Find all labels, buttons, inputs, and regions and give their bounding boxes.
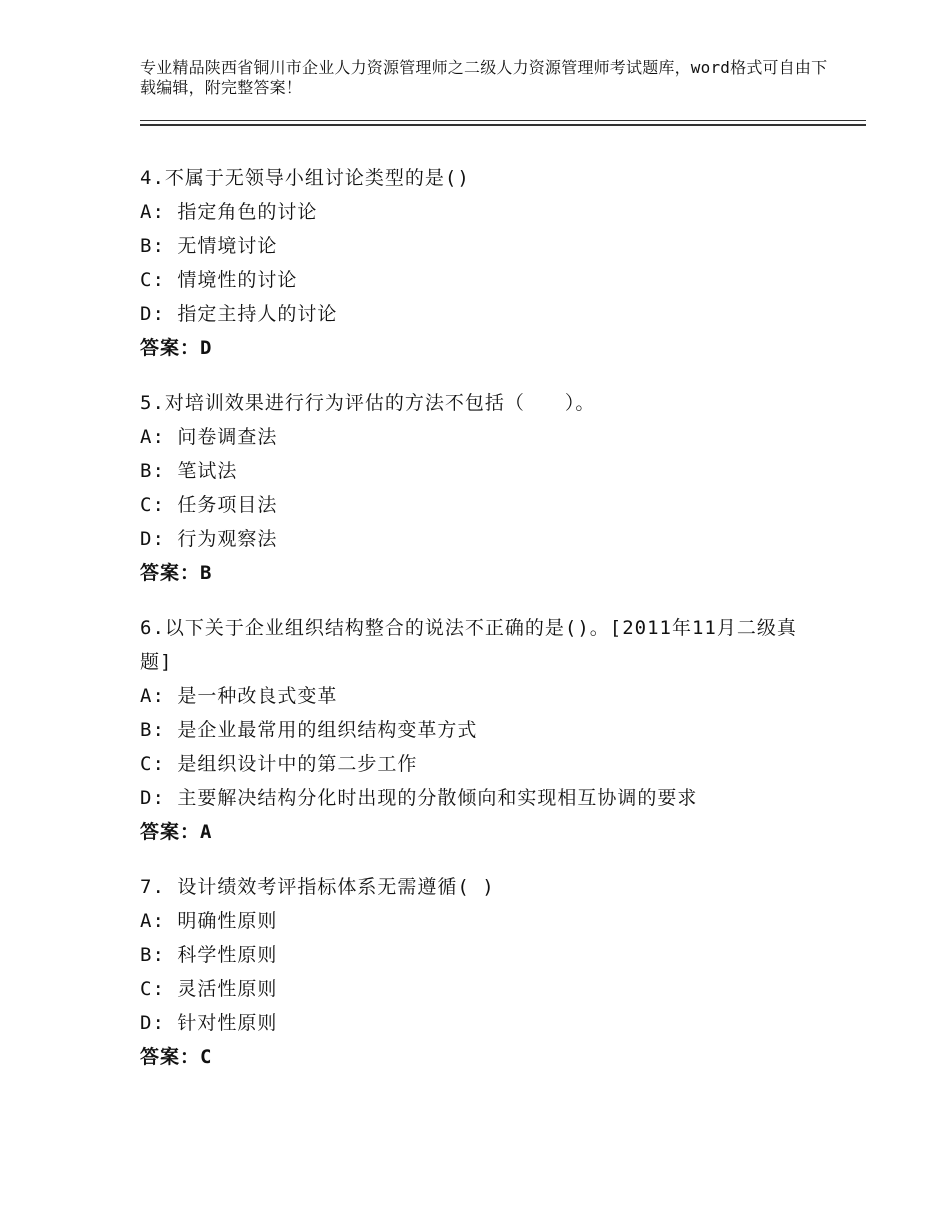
option-b: B: 科学性原则 xyxy=(140,944,278,966)
answer-line xyxy=(140,331,820,365)
question-text: 6.以下关于企业组织结构整合的说法不正确的是()。[2011年11月二级真题] xyxy=(140,617,797,673)
question-text: 4.不属于无领导小组讨论类型的是() xyxy=(140,167,470,189)
option-b: B: 无情境讨论 xyxy=(140,235,278,257)
question-text: 7. 设计绩效考评指标体系无需遵循( ) xyxy=(140,876,495,898)
answer-label: 答案： xyxy=(140,337,201,359)
document-header: 专业精品陕西省铜川市企业人力资源管理师之二级人力资源管理师考试题库，word格式可自由下载编辑，附完整答案！ xyxy=(140,58,828,97)
option-b: B: 笔试法 xyxy=(140,460,238,482)
header-divider xyxy=(140,120,866,126)
option-a: A: 是一种改良式变革 xyxy=(140,685,338,707)
question-item xyxy=(140,611,820,849)
question-item xyxy=(140,161,820,365)
option-a: A: 问卷调查法 xyxy=(140,426,278,448)
answer-line xyxy=(140,556,820,590)
answer-value: A xyxy=(200,821,213,843)
answer-value: C xyxy=(200,1046,213,1068)
question-text: 5.对培训效果进行行为评估的方法不包括（ ）。 xyxy=(140,392,596,414)
option-a: A: 明确性原则 xyxy=(140,910,278,932)
option-c: C: 是组织设计中的第二步工作 xyxy=(140,753,418,775)
option-d: D: 指定主持人的讨论 xyxy=(140,303,338,325)
answer-label: 答案： xyxy=(140,821,201,843)
option-c: C: 任务项目法 xyxy=(140,494,278,516)
answer-label: 答案： xyxy=(140,1046,201,1068)
option-d: D: 主要解决结构分化时出现的分散倾向和实现相互协调的要求 xyxy=(140,787,698,809)
option-a: A: 指定角色的讨论 xyxy=(140,201,318,223)
option-c: C: 情境性的讨论 xyxy=(140,269,298,291)
question-list xyxy=(140,161,820,1095)
answer-line xyxy=(140,815,820,849)
answer-value: B xyxy=(200,562,213,584)
option-c: C: 灵活性原则 xyxy=(140,978,278,1000)
answer-value: D xyxy=(200,337,213,359)
question-item xyxy=(140,870,820,1074)
answer-line xyxy=(140,1040,820,1074)
option-b: B: 是企业最常用的组织结构变革方式 xyxy=(140,719,478,741)
answer-label: 答案： xyxy=(140,562,201,584)
question-item xyxy=(140,386,820,590)
option-d: D: 针对性原则 xyxy=(140,1012,278,1034)
option-d: D: 行为观察法 xyxy=(140,528,278,550)
